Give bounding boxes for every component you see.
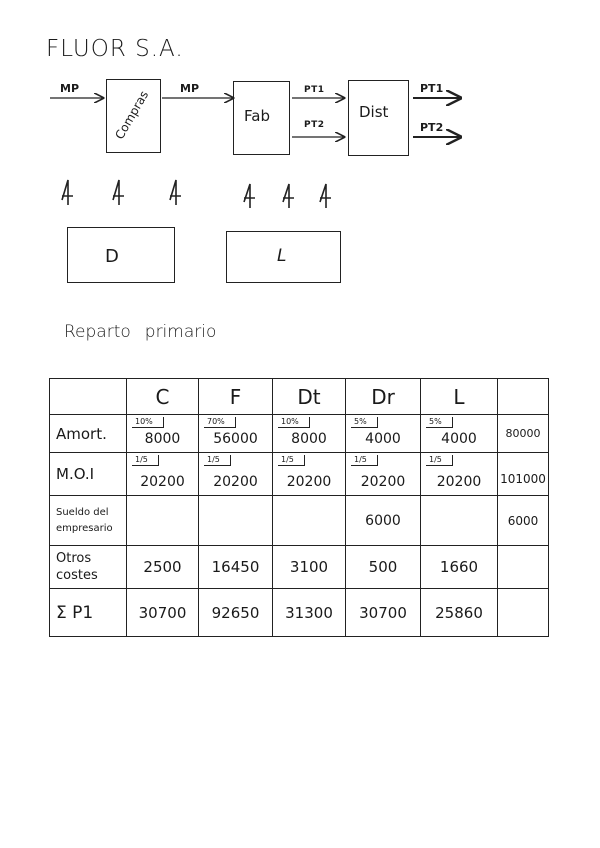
cell-value: 4000 [441, 431, 477, 447]
table-header-row [50, 379, 549, 415]
table-cell [498, 415, 549, 453]
cell-value: 20200 [436, 474, 482, 490]
pct-tag: 5% [351, 417, 378, 428]
table-cell [421, 453, 498, 496]
cell-value-total: 101000 [500, 472, 546, 486]
box-dist [348, 80, 409, 156]
up-arrow-4 [244, 184, 255, 208]
table-cell [199, 453, 273, 496]
row-label-otros: Otros costes [50, 546, 127, 589]
row-label-sum-p1: Σ P1 [50, 589, 127, 637]
flow-label-pt1-mid: PT1 [304, 85, 325, 95]
pct-tag: 1/5 [132, 455, 159, 466]
table-cell: 16450 [199, 546, 273, 589]
cell-value-total: 80000 [505, 427, 541, 440]
table-cell [273, 415, 346, 453]
table-cell [273, 496, 346, 546]
table-cell [498, 453, 549, 496]
row-label-amort: Amort. [50, 415, 127, 453]
section-title-word-1: Reparto [64, 322, 131, 342]
table-cell: 31300 [273, 589, 346, 637]
flow-label-mp-mid: MP [180, 82, 200, 95]
table-cell [421, 415, 498, 453]
table-cell [498, 589, 549, 637]
cost-distribution-table [49, 378, 549, 637]
cell-value: 8000 [144, 431, 181, 447]
page-title: FLUOR S.A. [46, 36, 184, 62]
pct-tag: 1/5 [351, 455, 378, 466]
cell-value: 20200 [286, 474, 332, 490]
box-l [226, 231, 341, 283]
pct-tag: 1/5 [204, 455, 231, 466]
pct-tag: 10% [132, 417, 164, 428]
table-cell: 92650 [199, 589, 273, 637]
table-cell: 1660 [421, 546, 498, 589]
flow-label-pt2-out: PT2 [420, 121, 444, 134]
table-cell [421, 496, 498, 546]
up-arrow-6 [320, 184, 331, 208]
section-title-word-2: primario [144, 322, 217, 342]
section-title [64, 322, 216, 342]
cell-value: 20200 [140, 474, 185, 490]
table-cell: 2500 [127, 546, 199, 589]
header-cell-0 [50, 379, 127, 415]
box-compras-label: Compras [112, 88, 152, 142]
table-cell [199, 496, 273, 546]
pct-tag: 1/5 [426, 455, 453, 466]
cell-value: 8000 [291, 431, 327, 447]
flow-label-mp-in: MP [60, 82, 80, 95]
row-label-sueldo: Sueldo del empresario [50, 496, 127, 546]
table-cell: 30700 [346, 589, 421, 637]
header-cell-dr: Dr [346, 379, 421, 415]
table-cell: 25860 [421, 589, 498, 637]
table-row [50, 415, 549, 453]
up-arrow-3 [170, 180, 181, 205]
cell-value: 56000 [213, 431, 258, 447]
table-cell [127, 496, 199, 546]
table-row [50, 453, 549, 496]
box-fab [233, 81, 290, 155]
cell-value: 20200 [360, 474, 406, 490]
table-cell [127, 415, 199, 453]
flow-label-pt1-out: PT1 [420, 82, 444, 95]
pct-tag: 5% [426, 417, 453, 428]
table-row [50, 589, 549, 637]
table-row [50, 496, 549, 546]
cell-value: 4000 [365, 431, 401, 447]
table-cell [346, 453, 421, 496]
box-fab-label: Fab [244, 107, 270, 125]
up-arrow-2 [113, 180, 124, 205]
table-cell: 6000 [498, 496, 549, 546]
pct-tag: 70% [204, 417, 236, 428]
table-cell [273, 453, 346, 496]
box-dist-label: Dist [359, 103, 389, 121]
flow-label-pt2-mid: PT2 [304, 120, 325, 130]
table-cell [199, 415, 273, 453]
header-cell-dt: Dt [273, 379, 346, 415]
table-cell: 500 [346, 546, 421, 589]
pct-tag: 10% [278, 417, 310, 428]
box-d [67, 227, 175, 283]
table-row [50, 546, 549, 589]
box-d-label: D [105, 246, 119, 267]
header-cell-f: F [199, 379, 273, 415]
pct-tag: 1/5 [278, 455, 305, 466]
table-cell [127, 453, 199, 496]
table-cell: 3100 [273, 546, 346, 589]
header-cell-c: C [127, 379, 199, 415]
up-arrow-marks [62, 180, 331, 208]
up-arrow-5 [283, 184, 294, 208]
box-compras [106, 79, 161, 153]
up-arrow-1 [62, 180, 73, 205]
table-cell [498, 546, 549, 589]
header-cell-l: L [421, 379, 498, 415]
box-l-label: L [277, 246, 287, 266]
table-cell: 6000 [346, 496, 421, 546]
table-cell: 30700 [127, 589, 199, 637]
row-label-moi: M.O.I [50, 453, 127, 496]
cell-value: 20200 [213, 474, 258, 490]
table-cell [346, 415, 421, 453]
header-cell-total [498, 379, 549, 415]
